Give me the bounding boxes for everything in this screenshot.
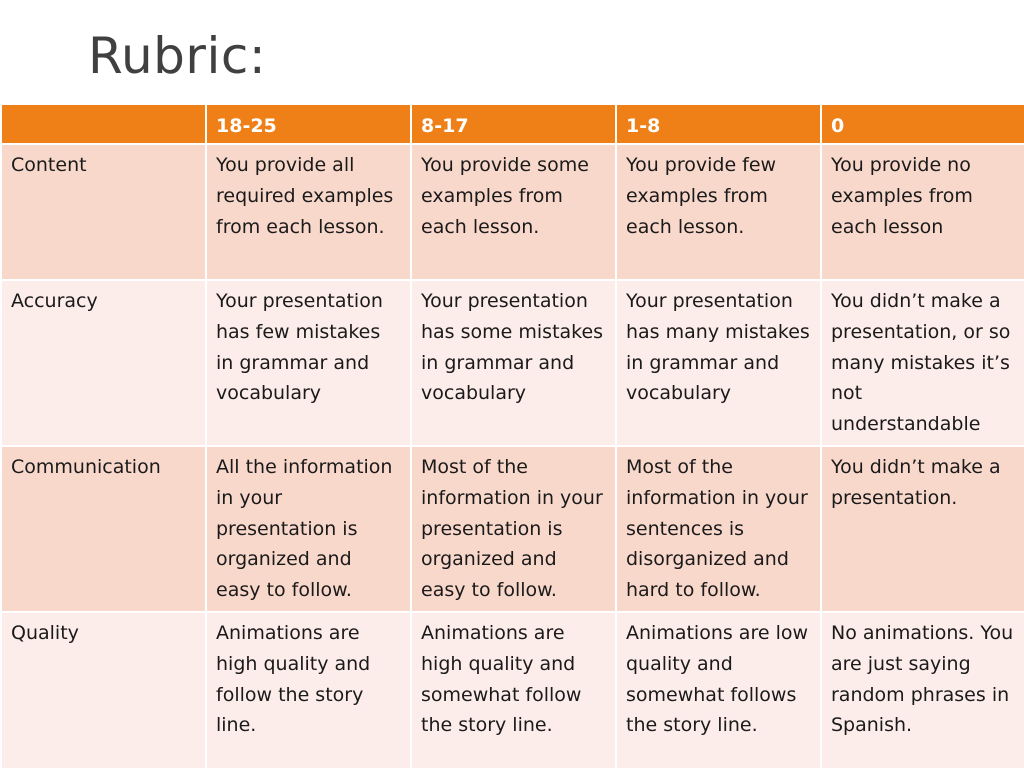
table-row-communication [1, 446, 1024, 612]
table-cell: Animations are low quality and somewhat follows the story line. [616, 612, 821, 768]
criterion-cell: Content [1, 144, 206, 280]
table-row-accuracy [1, 280, 1024, 446]
criterion-cell: Quality [1, 612, 206, 768]
table-cell: You didn’t make a presentation. [821, 446, 1024, 612]
table-cell: You provide all required examples from each lesson. [206, 144, 411, 280]
table-cell: Most of the information in your presentation is organized and easy to follow. [411, 446, 616, 612]
table-cell: You provide no examples from each lesson [821, 144, 1024, 280]
table-row-quality [1, 612, 1024, 768]
table-cell: No animations. You are just saying random phrases in Spanish. [821, 612, 1024, 768]
header-row [1, 104, 1024, 144]
rubric-table [0, 103, 1024, 768]
table-cell: Animations are high quality and somewhat follow the story line. [411, 612, 616, 768]
criterion-cell: Communication [1, 446, 206, 612]
table-cell: Your presentation has some mistakes in grammar and vocabulary [411, 280, 616, 446]
table-cell: You provide few examples from each lesson. [616, 144, 821, 280]
table-cell: You didn’t make a presentation, or so many mistakes it’s not understandable [821, 280, 1024, 446]
slide-title: Rubric: [88, 27, 267, 85]
header-cell-score-1-8: 1-8 [616, 104, 821, 144]
table-cell: Your presentation has few mistakes in grammar and vocabulary [206, 280, 411, 446]
table-cell: Animations are high quality and follow the story line. [206, 612, 411, 768]
criterion-cell: Accuracy [1, 280, 206, 446]
header-cell-score-0: 0 [821, 104, 1024, 144]
header-cell-criterion [1, 104, 206, 144]
table-cell: Most of the information in your sentences is disorganized and hard to follow. [616, 446, 821, 612]
table-cell: You provide some examples from each lesson. [411, 144, 616, 280]
header-cell-score-18-25: 18-25 [206, 104, 411, 144]
header-cell-score-8-17: 8-17 [411, 104, 616, 144]
table-row-content [1, 144, 1024, 280]
table-cell: All the information in your presentation is organized and easy to follow. [206, 446, 411, 612]
table-cell: Your presentation has many mistakes in grammar and vocabulary [616, 280, 821, 446]
